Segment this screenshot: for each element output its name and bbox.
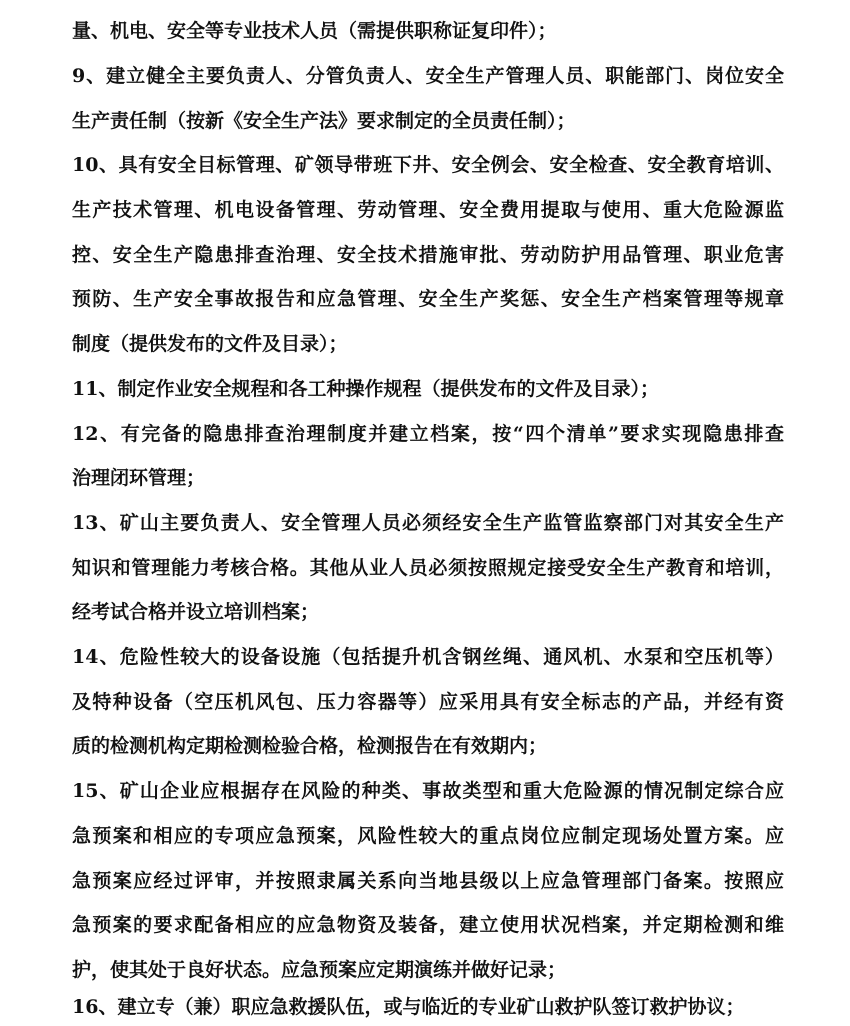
- text-line: 14、危险性较大的设备设施（包括提升机含钢丝绳、通风机、水泵和空压机等）: [72, 646, 784, 668]
- text-line: 10、具有安全目标管理、矿领导带班下井、安全例会、安全检查、安全教育培训、: [72, 154, 784, 176]
- text-line: 12、有完备的隐患排查治理制度并建立档案，按“四个清单”要求实现隐患排查: [72, 423, 784, 445]
- text-line: 知识和管理能力考核合格。其他从业人员必须按照规定接受安全生产教育和培训，: [72, 557, 784, 579]
- text-line: 质的检测机构定期检测检验合格，检测报告在有效期内；: [72, 735, 548, 757]
- text-line: 治理闭环管理；: [72, 467, 206, 489]
- text-line: 急预案的要求配备相应的应急物资及装备，建立使用状况档案，并定期检测和维: [72, 914, 784, 936]
- text-line: 急预案和相应的专项应急预案，风险性较大的重点岗位应制定现场处置方案。应: [72, 825, 784, 847]
- text-line: 生产技术管理、机电设备管理、劳动管理、安全费用提取与使用、重大危险源监: [72, 199, 784, 221]
- text-line: 生产责任制（按新《安全生产法》要求制定的全员责任制）；: [72, 110, 576, 132]
- text-line: 经考试合格并设立培训档案；: [72, 601, 320, 623]
- text-line: 13、矿山主要负责人、安全管理人员必须经安全生产监管监察部门对其安全生产: [72, 512, 784, 534]
- text-line: 控、安全生产隐患排查治理、安全技术措施审批、劳动防护用品管理、职业危害: [72, 244, 784, 266]
- text-line: 15、矿山企业应根据存在风险的种类、事故类型和重大危险源的情况制定综合应: [72, 780, 784, 802]
- text-line: 11、制定作业安全规程和各工种操作规程（提供发布的文件及目录）；: [72, 378, 659, 400]
- text-line: 量、机电、安全等专业技术人员（需提供职称证复印件）；: [72, 20, 557, 42]
- text-line: 急预案应经过评审，并按照隶属关系向当地县级以上应急管理部门备案。按照应: [72, 870, 784, 892]
- text-line: 制度（提供发布的文件及目录）；: [72, 333, 348, 355]
- text-line: 16、建立专（兼）职应急救援队伍，或与临近的专业矿山救护队签订救护协议；: [72, 996, 745, 1018]
- text-line: 9、建立健全主要负责人、分管负责人、安全生产管理人员、职能部门、岗位安全: [72, 65, 784, 87]
- text-line: 及特种设备（空压机风包、压力容器等）应采用具有安全标志的产品，并经有资: [72, 691, 784, 713]
- text-line: 护，使其处于良好状态。应急预案应定期演练并做好记录；: [72, 959, 567, 981]
- text-line: 预防、生产安全事故报告和应急管理、安全生产奖惩、安全生产档案管理等规章: [72, 288, 784, 310]
